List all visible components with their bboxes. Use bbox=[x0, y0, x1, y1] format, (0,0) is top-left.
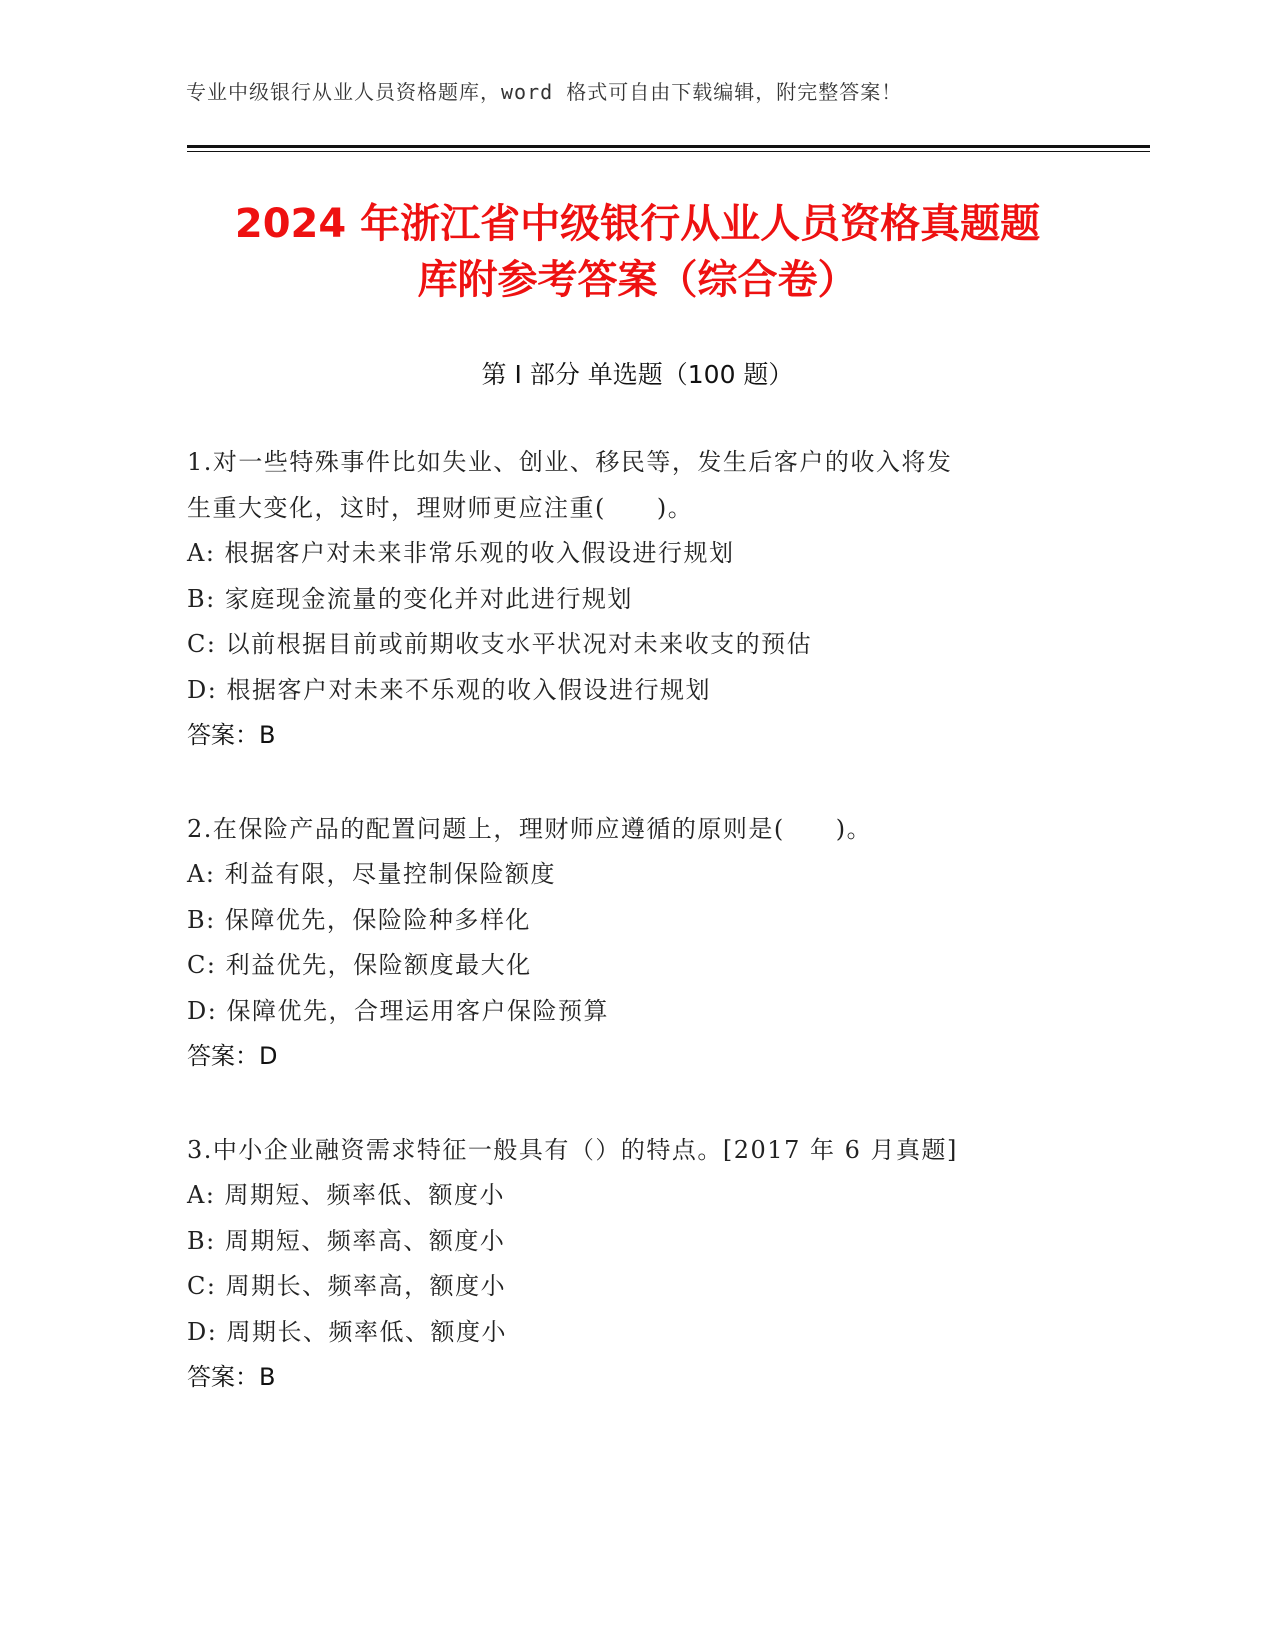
option-d: D: 根据客户对未来不乐观的收入假设进行规划 bbox=[187, 675, 711, 704]
question-3 bbox=[187, 1128, 1087, 1401]
document-title bbox=[180, 196, 1095, 308]
option-b: B: 保障优先，保险险种多样化 bbox=[187, 905, 531, 934]
question-stem-continued: 生重大变化，这时，理财师更应注重( )。 bbox=[187, 493, 694, 522]
question-2 bbox=[187, 807, 1087, 1080]
header-rule-thin bbox=[187, 151, 1150, 152]
section-title: 第 I 部分 单选题（100 题） bbox=[481, 360, 794, 389]
option-a: A: 周期短、频率低、额度小 bbox=[187, 1181, 506, 1209]
option-d: D: 保障优先，合理运用客户保险预算 bbox=[187, 996, 609, 1025]
question-stem: 1.对一些特殊事件比如失业、创业、移民等，发生后客户的收入将发 bbox=[187, 448, 953, 476]
question-stem: 3.中小企业融资需求特征一般具有（）的特点。[2017 年 6 月真题] bbox=[187, 1135, 958, 1164]
answer: 答案：B bbox=[187, 1363, 276, 1391]
answer: 答案：D bbox=[187, 1042, 278, 1070]
question-1 bbox=[187, 440, 1087, 759]
option-c: C: 周期长、频率高，额度小 bbox=[187, 1272, 507, 1300]
option-a: A: 利益有限，尽量控制保险额度 bbox=[187, 860, 557, 888]
document-title-line2: 库附参考答案（综合卷） bbox=[417, 257, 858, 303]
header-rule-thick bbox=[187, 145, 1150, 148]
option-b: B: 周期短、频率高、额度小 bbox=[187, 1226, 506, 1255]
option-d: D: 周期长、频率低、额度小 bbox=[187, 1317, 507, 1346]
question-list bbox=[187, 440, 1087, 1401]
answer: 答案：B bbox=[187, 721, 276, 749]
question-stem: 2.在保险产品的配置问题上，理财师应遵循的原则是( )。 bbox=[187, 814, 873, 843]
option-c: C: 利益优先，保险额度最大化 bbox=[187, 951, 532, 979]
header-note: 专业中级银行从业人员资格题库，word 格式可自由下载编辑，附完整答案！ bbox=[186, 80, 903, 104]
option-a: A: 根据客户对未来非常乐观的收入假设进行规划 bbox=[187, 539, 735, 567]
option-b: B: 家庭现金流量的变化并对此进行规划 bbox=[187, 584, 633, 613]
option-c: C: 以前根据目前或前期收支水平状况对未来收支的预估 bbox=[187, 630, 813, 658]
document-title-line1: 2024 年浙江省中级银行从业人员资格真题题 bbox=[234, 201, 1041, 247]
